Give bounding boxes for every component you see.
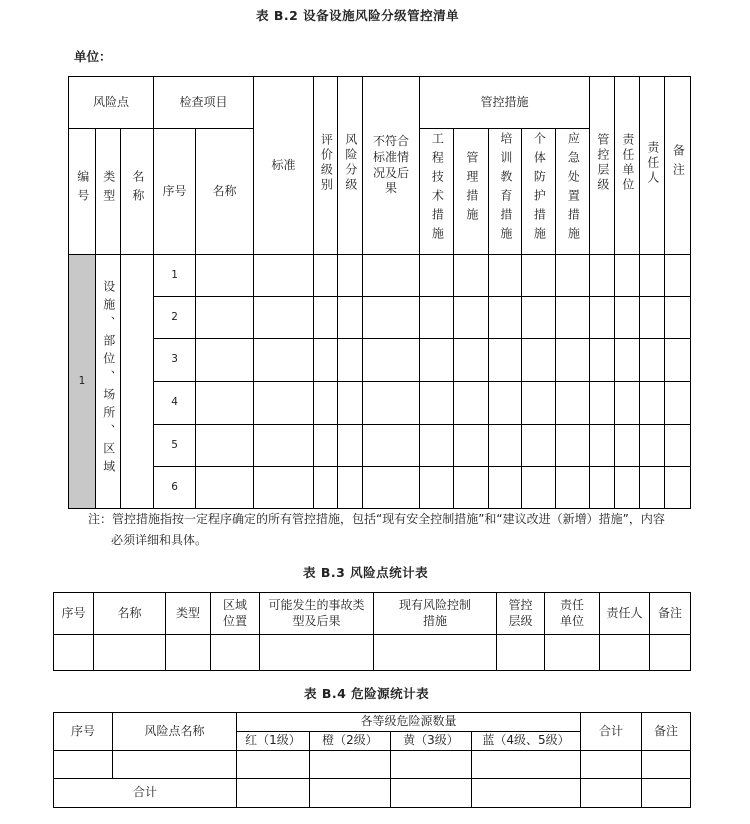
header-orange-level: 橙（2级） (310, 732, 391, 751)
seq-cell: 5 (154, 425, 196, 467)
header-risk-point-name: 风险点名称 (113, 713, 237, 751)
unit-label: 单位： (74, 49, 112, 64)
table-row (54, 751, 691, 779)
header-control-level: 管控层级 (497, 593, 545, 635)
header-total: 合计 (581, 713, 642, 751)
header-resp-unit: 责任单位 (620, 133, 635, 194)
header-hazard-count: 各等级危险源数量 (237, 713, 581, 732)
header-no: 编号 (75, 170, 90, 209)
header-train-measures: 培训教育措施 (498, 132, 513, 247)
row-name-cell[interactable] (121, 255, 154, 509)
header-ppe-measures: 个体防护措施 (532, 132, 547, 247)
header-control-measures: 管控措施 (420, 77, 590, 129)
header-name: 名称 (94, 593, 166, 635)
table-row (69, 339, 691, 382)
table-row (69, 297, 691, 339)
header-seq: 序号 (54, 713, 113, 751)
header-area-location: 区域位置 (211, 593, 260, 635)
table-b4-title: 表 B.4 危险源统计表 (304, 686, 430, 701)
header-eng-measures: 工程技术措施 (430, 132, 445, 247)
header-control-level: 管控层级 (595, 133, 610, 194)
risk-control-table (68, 76, 691, 509)
header-remark: 备注 (642, 713, 691, 751)
risk-point-statistics-table (53, 592, 691, 671)
header-name: 名称 (130, 170, 145, 209)
table-total-row (54, 779, 691, 808)
header-blue-level: 蓝（4级、5级） (472, 732, 581, 751)
header-risk-point: 风险点 (69, 77, 154, 129)
seq-cell: 4 (154, 382, 196, 425)
table-row (69, 255, 691, 297)
header-seq: 序号 (54, 593, 94, 635)
seq-cell: 3 (154, 339, 196, 382)
seq-cell: 2 (154, 297, 196, 339)
seq-cell: 6 (154, 467, 196, 509)
header-nonconform: 不符合标准情况及后果 (363, 77, 420, 255)
header-remark: 备注 (671, 144, 686, 183)
row-number: 1 (69, 255, 96, 509)
row-type: 设施、部位、场所、区域 (101, 280, 116, 479)
table-row (69, 382, 691, 425)
header-yellow-level: 黄（3级） (391, 732, 472, 751)
header-standard: 标准 (254, 77, 314, 255)
header-seq: 序号 (154, 129, 196, 255)
total-label: 合计 (54, 779, 237, 808)
header-eval-level: 评价级别 (319, 133, 334, 194)
header-resp-person: 责任人 (645, 140, 660, 186)
table-row (54, 635, 691, 671)
header-resp-person: 责任人 (600, 593, 650, 635)
table-b2-title: 表 B.2 设备设施风险分级管控清单 (256, 8, 460, 23)
header-item-name: 名称 (196, 129, 254, 255)
header-emerg-measures: 应急处置措施 (566, 132, 581, 247)
header-possible-accident: 可能发生的事故类型及后果 (260, 593, 374, 635)
header-remark: 备注 (650, 593, 691, 635)
header-existing-controls: 现有风险控制措施 (374, 593, 497, 635)
header-type: 类型 (166, 593, 211, 635)
header-red-level: 红（1级） (237, 732, 310, 751)
header-mgmt-measures: 管理措施 (464, 151, 479, 228)
header-type: 类型 (101, 170, 116, 209)
seq-cell: 1 (154, 255, 196, 297)
table-note-line1: 注：管控措施指按一定程序确定的所有管控措施，包括“现有安全控制措施”和“建议改进（新增）措施”，内容 (88, 512, 665, 526)
hazard-statistics-table (53, 712, 691, 808)
table-b3-title: 表 B.3 风险点统计表 (303, 565, 429, 580)
header-risk-level: 风险分级 (343, 133, 358, 194)
table-row (69, 425, 691, 467)
header-check-item: 检查项目 (154, 77, 254, 129)
header-resp-unit: 责任单位 (545, 593, 600, 635)
table-row (69, 467, 691, 509)
table-note-line2: 必须详细和具体。 (111, 533, 208, 547)
